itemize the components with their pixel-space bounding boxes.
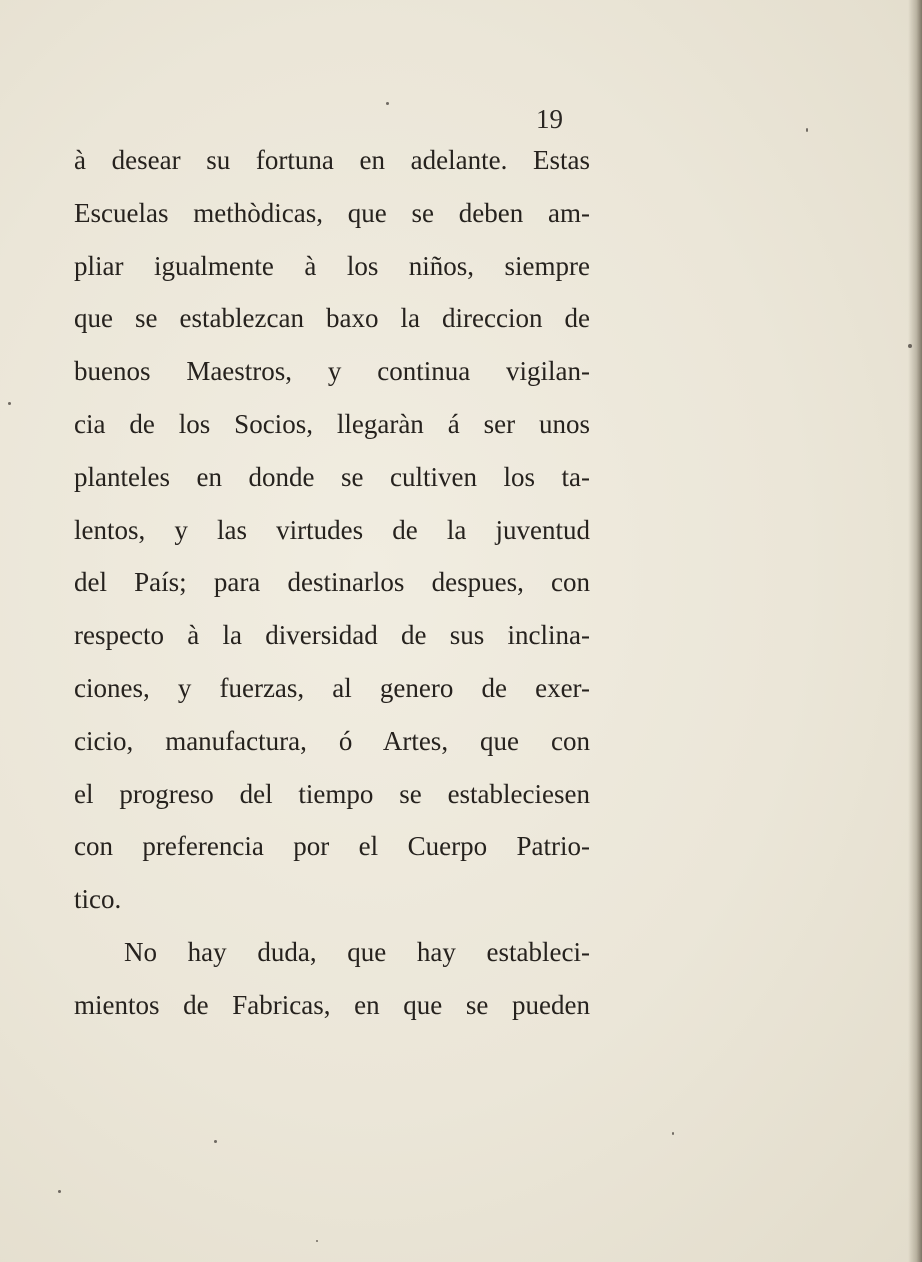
text-line: del País; para destinarlos despues, con [74,567,590,598]
text-line: cicio, manufactura, ó Artes, que con [74,725,590,756]
paper-speck [214,1140,217,1143]
text-line: con preferencia por el Cuerpo Patrio- [74,831,590,862]
body-text [74,134,590,1032]
text-line: que se establezcan baxo la direccion de [74,303,590,334]
text-line: respecto à la diversidad de sus inclina- [74,620,590,651]
text-line: planteles en donde se cultiven los ta- [74,461,590,492]
text-line-paragraph-start: No hay duda, que hay estableci- [124,936,590,967]
text-line: Escuelas methòdicas, que se deben am- [74,197,590,228]
paper-speck [58,1190,61,1193]
paper-speck [8,402,11,405]
text-line: buenos Maestros, y continua vigilan- [74,356,590,387]
text-line: cia de los Socios, llegaràn á ser unos [74,408,590,439]
paper-speck [672,1132,674,1135]
paper-speck [908,344,912,348]
text-line: mientos de Fabricas, en que se pueden [74,989,590,1020]
text-line: el progreso del tiempo se estableciesen [74,778,590,809]
text-line: ciones, y fuerzas, al genero de exer- [74,672,590,703]
paper-speck [316,1240,318,1242]
text-line: pliar igualmente à los niños, siempre [74,250,590,281]
paper-speck [386,102,389,105]
text-line-paragraph-end: tico. [74,884,122,915]
page-number: 19 [536,104,563,134]
text-line: lentos, y las virtudes de la juventud [74,514,590,545]
paper-speck [806,128,808,132]
text-line: à desear su fortuna en adelante. Estas [74,145,590,175]
page-edge-shadow [908,0,922,1262]
